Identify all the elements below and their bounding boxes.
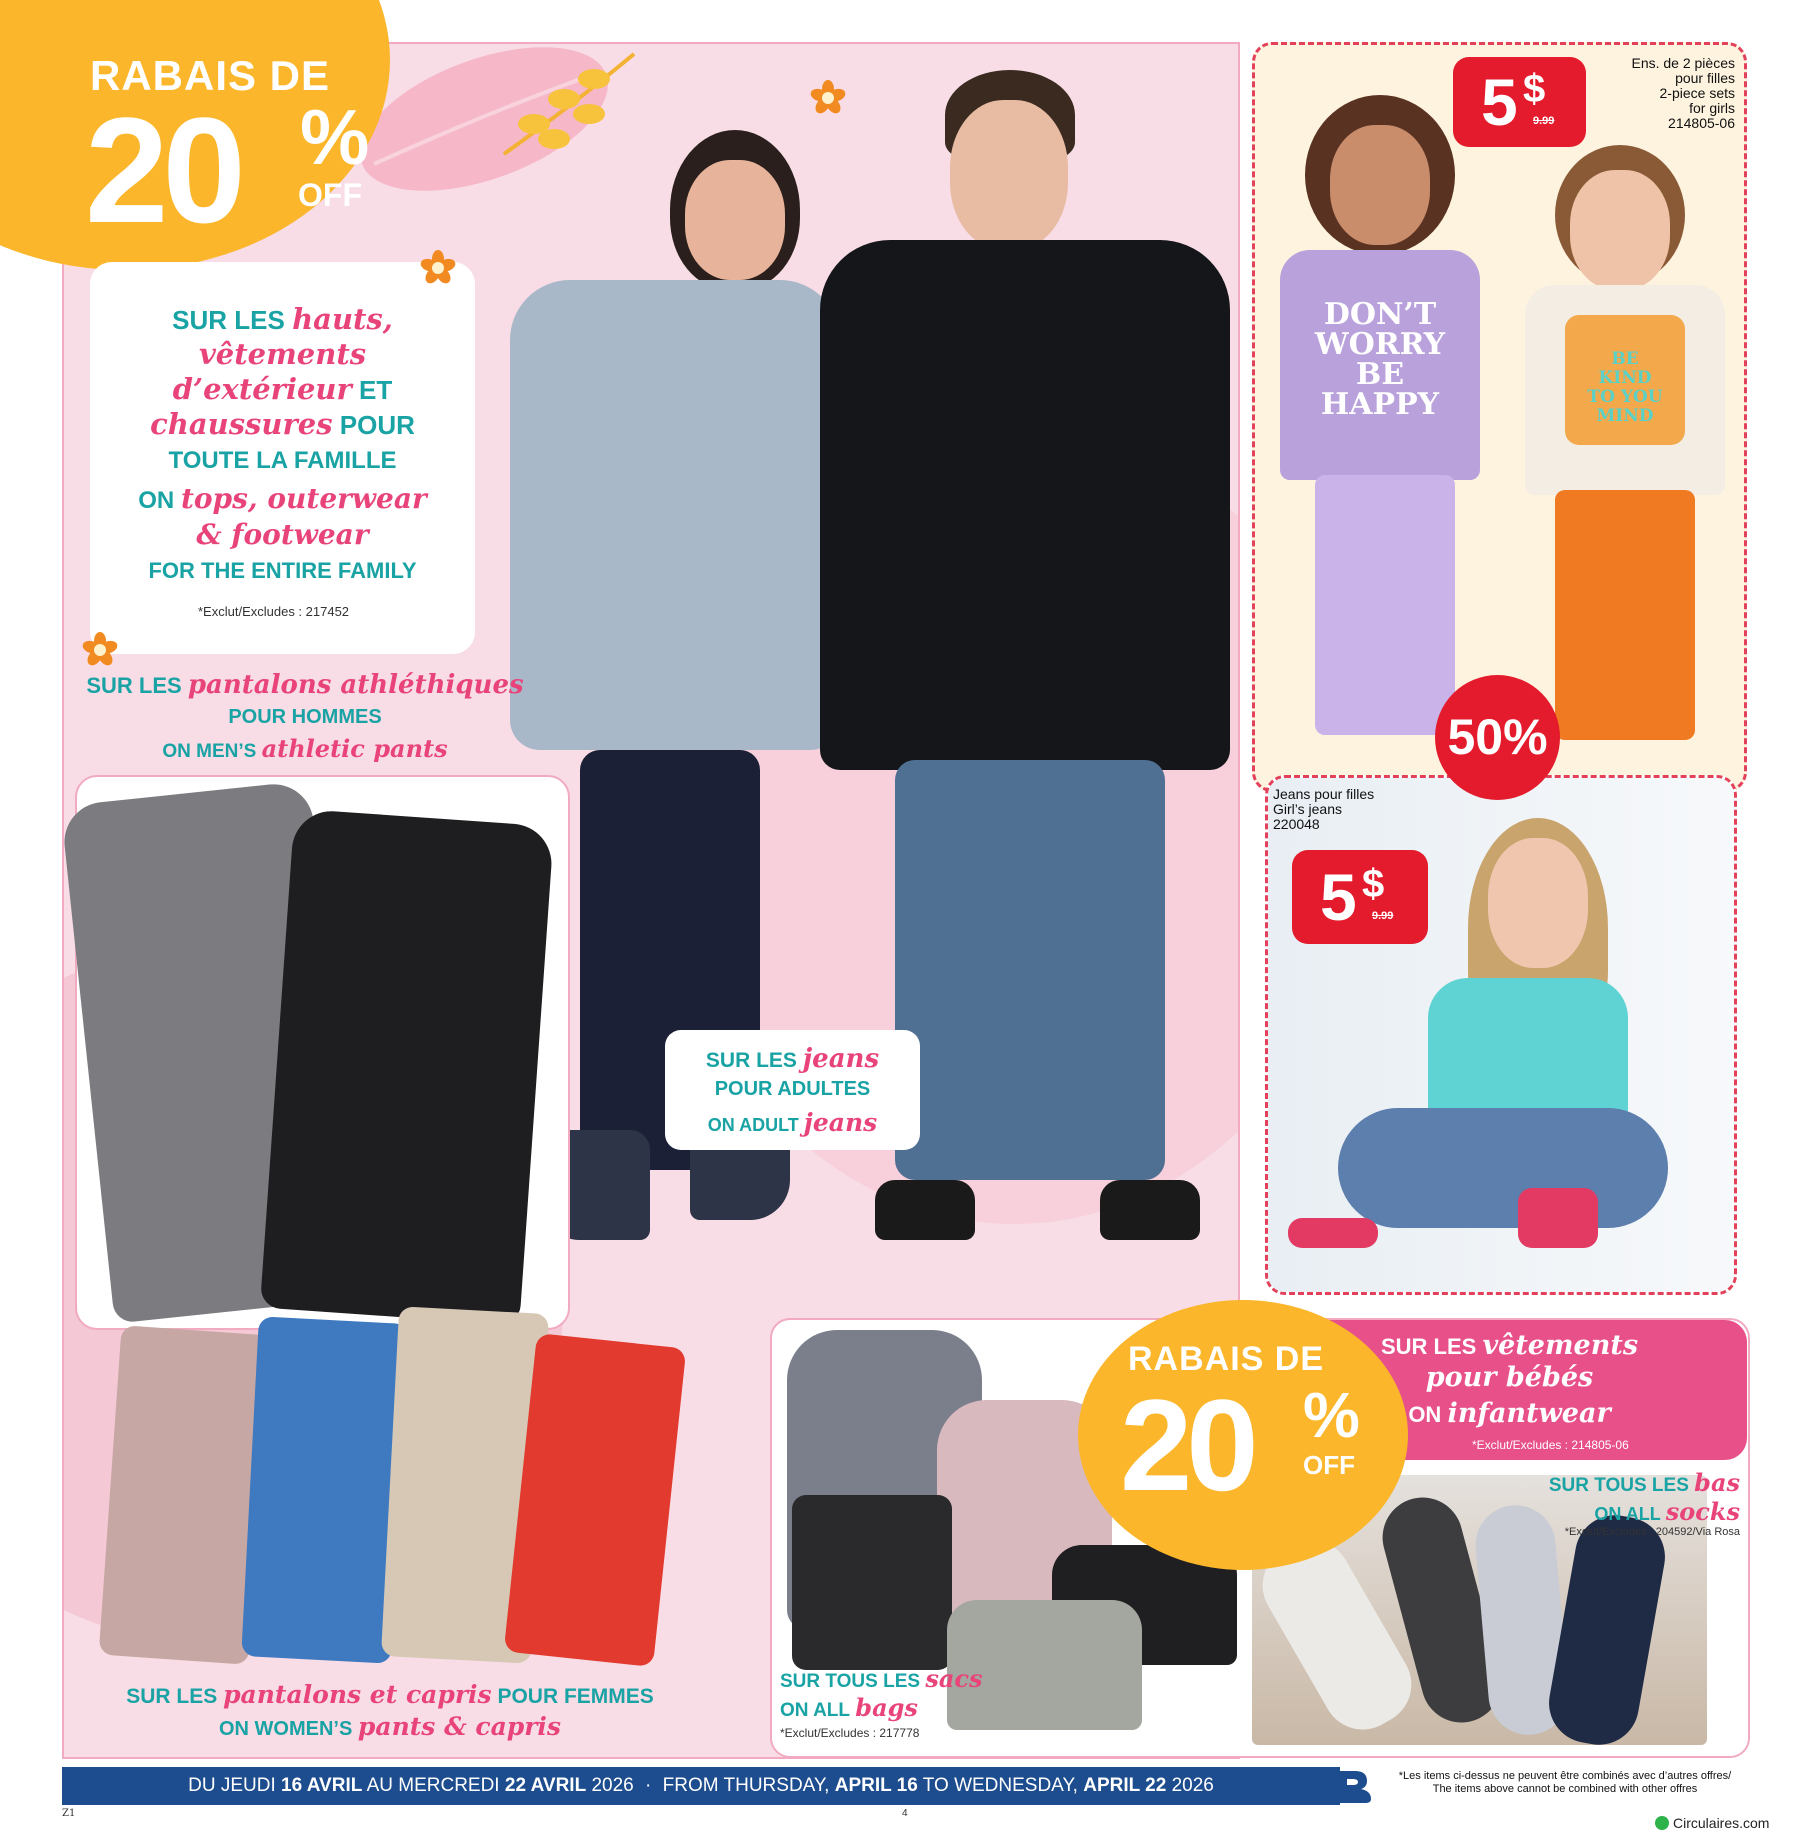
socks-text: SUR TOUS LES bas ON ALL socks *Exclut/Excludes : 204592/Via Rosa	[1548, 1468, 1740, 1538]
promo-line: d’extérieur ET	[172, 372, 393, 406]
black-jogger	[260, 809, 554, 1326]
promo-line: & footwear	[196, 518, 369, 551]
exclusion-note: *Exclut/Excludes : 214805-06	[1472, 1438, 1629, 1452]
flower-icon	[418, 248, 458, 288]
shirt-text: TO YOU	[1587, 387, 1663, 407]
old-price: 9.99	[1372, 910, 1394, 922]
shirt-text: KIND	[1598, 368, 1652, 388]
page-number: 4	[902, 1808, 908, 1819]
girl-photo-purple	[1275, 85, 1495, 785]
shirt-text: MIND	[1596, 406, 1654, 426]
footer-disclaimer: *Les items ci-dessus ne peuvent être combinés avec d’autres offres/ The items above cannot be combined with other offres	[1398, 1770, 1732, 1795]
price-currency: $	[1362, 862, 1385, 906]
badge-off: OFF	[1303, 1450, 1355, 1480]
shirt-text: DON’T	[1323, 297, 1437, 332]
price-value: 5	[1481, 65, 1518, 139]
man-face	[950, 100, 1068, 250]
man-black-jacket	[820, 240, 1230, 770]
girl-shoe	[1518, 1188, 1598, 1248]
girls-sets-description: Ens. de 2 pièces pour filles 2-piece sets for girls 214805-06	[1631, 55, 1735, 131]
promo-text-card	[90, 262, 475, 654]
price-tag	[1453, 57, 1586, 147]
promo-line: FOR THE ENTIRE FAMILY	[148, 558, 417, 583]
man-jeans	[895, 760, 1165, 1180]
athletic-pants-photo	[75, 775, 570, 1330]
badge-top-text: RABAIS DE	[90, 52, 331, 99]
shirt-text: HAPPY	[1320, 387, 1440, 422]
promo-line: SUR LES hauts,	[172, 302, 393, 336]
adult-jeans-card: SUR LES jeans POUR ADULTES ON ADULT jeans	[665, 1030, 920, 1150]
shirt-text: BE	[1611, 349, 1639, 369]
girls-jeans-description: Jeans pour filles Girl’s jeans 220048	[1273, 786, 1375, 832]
girl-photo-orange	[1515, 135, 1735, 785]
badge-percent: %	[300, 93, 370, 181]
bags-text: SUR TOUS LES sacs ON ALL bags *Exclut/Excludes : 217778	[780, 1664, 983, 1740]
shirt-text: WORRY	[1314, 327, 1446, 362]
womens-pants-photo	[100, 1300, 680, 1670]
man-shoe	[1100, 1180, 1200, 1240]
store-logo-icon	[1335, 1767, 1375, 1807]
page-code: Z1	[62, 1808, 76, 1819]
badge-number: 20	[85, 86, 240, 254]
infantwear-banner: SUR LES vêtements pour bébés ON infantwear *Exclut/Excludes : 214805-06	[1172, 1320, 1747, 1460]
woman-face	[685, 160, 785, 280]
clover-icon	[1655, 1816, 1669, 1830]
girl-shoe	[1288, 1218, 1378, 1248]
price-tag	[1292, 850, 1428, 944]
man-shoe	[875, 1180, 975, 1240]
promo-line: chaussures POUR	[150, 407, 415, 441]
girl-face	[1488, 838, 1588, 968]
promo-line: ON tops, outerwear	[138, 482, 427, 515]
black-crossbody-bag	[792, 1495, 952, 1670]
promo-line: TOUTE LA FAMILLE	[168, 447, 397, 474]
girl-jeans	[1338, 1108, 1668, 1228]
date-banner: DU JEUDI 16 AVRIL AU MERCREDI 22 AVRIL 2026 · FROM THURSDAY, APRIL 16 TO WEDNESDAY, APRIL 22 2026	[62, 1767, 1340, 1805]
price-currency: $	[1523, 67, 1546, 111]
badge-percent: %	[1303, 1379, 1360, 1451]
exclusion-note: *Exclut/Excludes : 217452	[198, 604, 350, 619]
badge-off: OFF	[298, 177, 362, 213]
watermark[interactable]: Circulaires.com	[1655, 1815, 1769, 1831]
badge-number: 20	[1120, 1372, 1253, 1518]
discount-badge	[1078, 1300, 1408, 1570]
pants-red	[504, 1333, 687, 1667]
flower-icon	[80, 630, 120, 670]
price-value: 5	[1320, 860, 1357, 934]
old-price: 9.99	[1533, 115, 1555, 127]
womens-pants-text: SUR LES pantalons et capris POUR FEMMES ON WOMEN’S pants & capris	[126, 1680, 654, 1741]
woman-quilted-jacket	[510, 280, 840, 750]
athletic-pants-text: SUR LES pantalons athléthiques POUR HOMMES ON MEN’S athletic pants	[86, 670, 524, 763]
shirt-text: BE	[1355, 357, 1405, 392]
badge-top-text: RABAIS DE	[1128, 1340, 1325, 1378]
fifty-percent-badge: 50%	[1435, 675, 1560, 800]
promo-line: vêtements	[198, 337, 367, 371]
